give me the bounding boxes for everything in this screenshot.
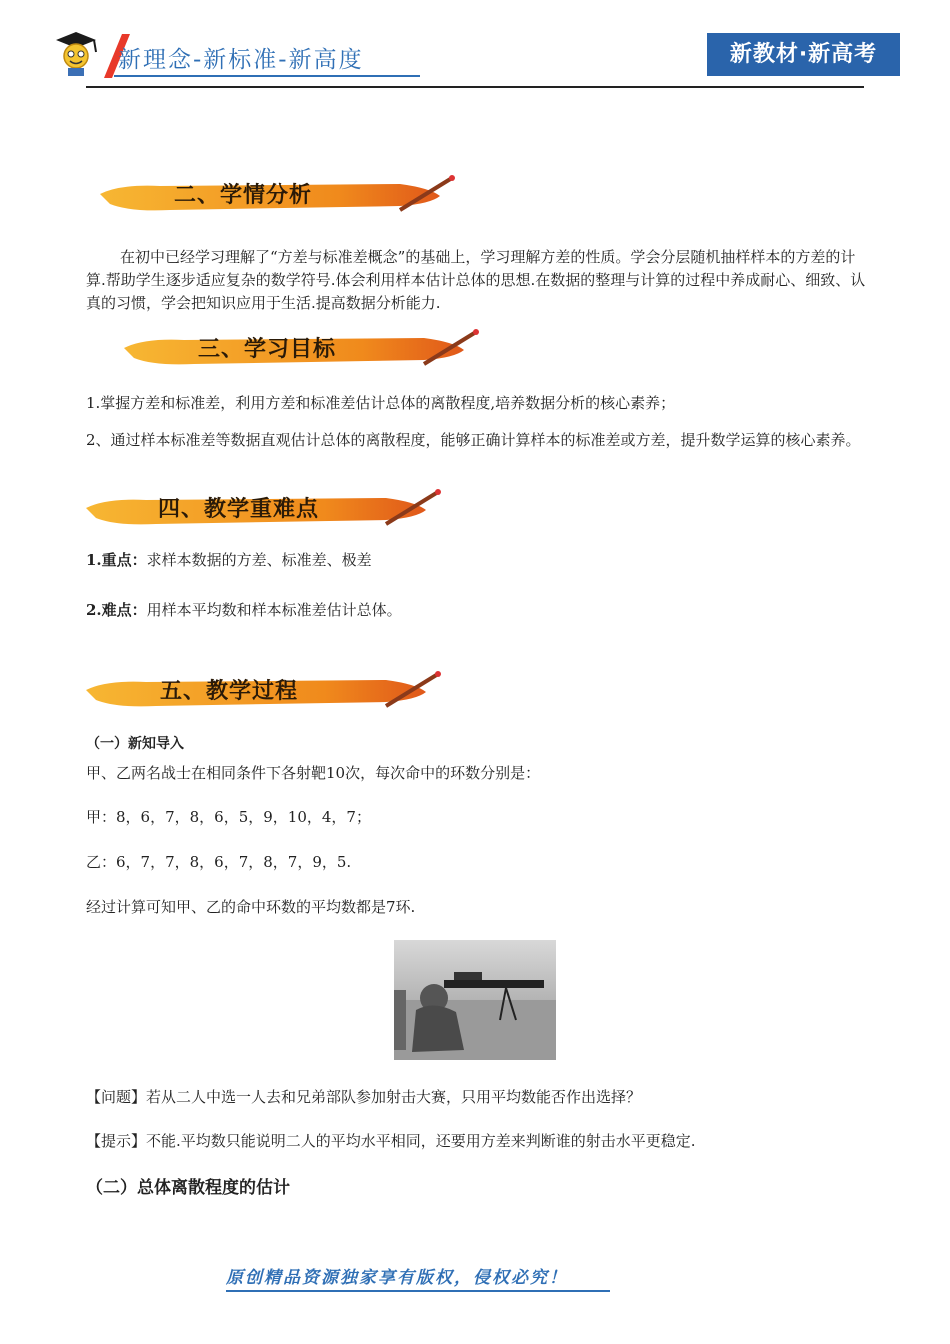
section-title: 五、教学过程 [160, 678, 299, 704]
jia-scores: 甲：8，6，7，8，6，5，9，10，4，7； [86, 808, 371, 826]
subheading-dispersion: （二）总体离散程度的估计 [86, 1178, 290, 1198]
section-title: 四、教学重难点 [158, 496, 320, 522]
question-label: 【问题】 [86, 1088, 147, 1106]
keypoint-focus [86, 549, 866, 572]
question-line [86, 1086, 866, 1109]
section-banner-goals [124, 328, 484, 372]
subheading-intro: （一）新知导入 [86, 736, 184, 752]
header-divider [86, 86, 864, 88]
section-banner-keypoints [86, 488, 446, 532]
hint-text: 不能.平均数只能说明二人的平均水平相同，还要用方差来判断谁的射击水平更稳定. [146, 1132, 696, 1150]
hint-line [86, 1130, 866, 1153]
header-badge: 新教材·新高考 [707, 33, 900, 76]
focus-text: 求样本数据的方差、标准差、极差 [146, 551, 372, 569]
copyright-footer: 原创精品资源独家享有版权，侵权必究！ [226, 1266, 610, 1292]
keypoint-difficulty [86, 599, 866, 622]
section-title: 二、学情分析 [174, 182, 313, 208]
header-slogan: 新理念-新标准-新高度 [118, 47, 364, 73]
goal-item-2: 2、通过样本标准差等数据直观估计总体的离散程度，能够正确计算样本的标准差或方差，提升数学运算的核心素养。 [86, 431, 861, 449]
goal-item-1: 1.掌握方差和标准差，利用方差和标准差估计总体的离散程度,培养数据分析的核心素养； [86, 394, 676, 412]
analysis-paragraph: 在初中已经学习理解了“方差与标准差概念”的基础上，学习理解方差的性质。学会分层随机抽样样本的方差的计算.帮助学生逐步适应复杂的数学符号.体会利用样本估计总体的思想.在数据的整理与计算的过程中养成耐心、细致、认真的习惯，学会把知识应用于生活.提高数据分析能力. [86, 248, 866, 312]
difficulty-label: 2.难点： [86, 601, 147, 619]
yi-scores: 乙：6，7，7，8，6，7，8，7，9，5. [86, 853, 352, 871]
section-banner-analysis [100, 174, 460, 218]
question-text: 若从二人中选一人去和兄弟部队参加射击大赛，只用平均数能否作出选择？ [146, 1088, 642, 1106]
difficulty-text: 用样本平均数和样本标准差估计总体。 [146, 601, 402, 619]
intro-text: 甲、乙两名战士在相同条件下各射靶10次，每次命中的环数分别是： [86, 764, 541, 782]
focus-label: 1.重点： [86, 551, 147, 569]
section-banner-process [86, 670, 446, 714]
soldier-shooting-photo [394, 940, 556, 1060]
hint-label: 【提示】 [86, 1132, 147, 1150]
section-title: 三、学习目标 [198, 336, 337, 362]
average-text: 经过计算可知甲、乙的命中环数的平均数都是7环. [86, 898, 416, 916]
